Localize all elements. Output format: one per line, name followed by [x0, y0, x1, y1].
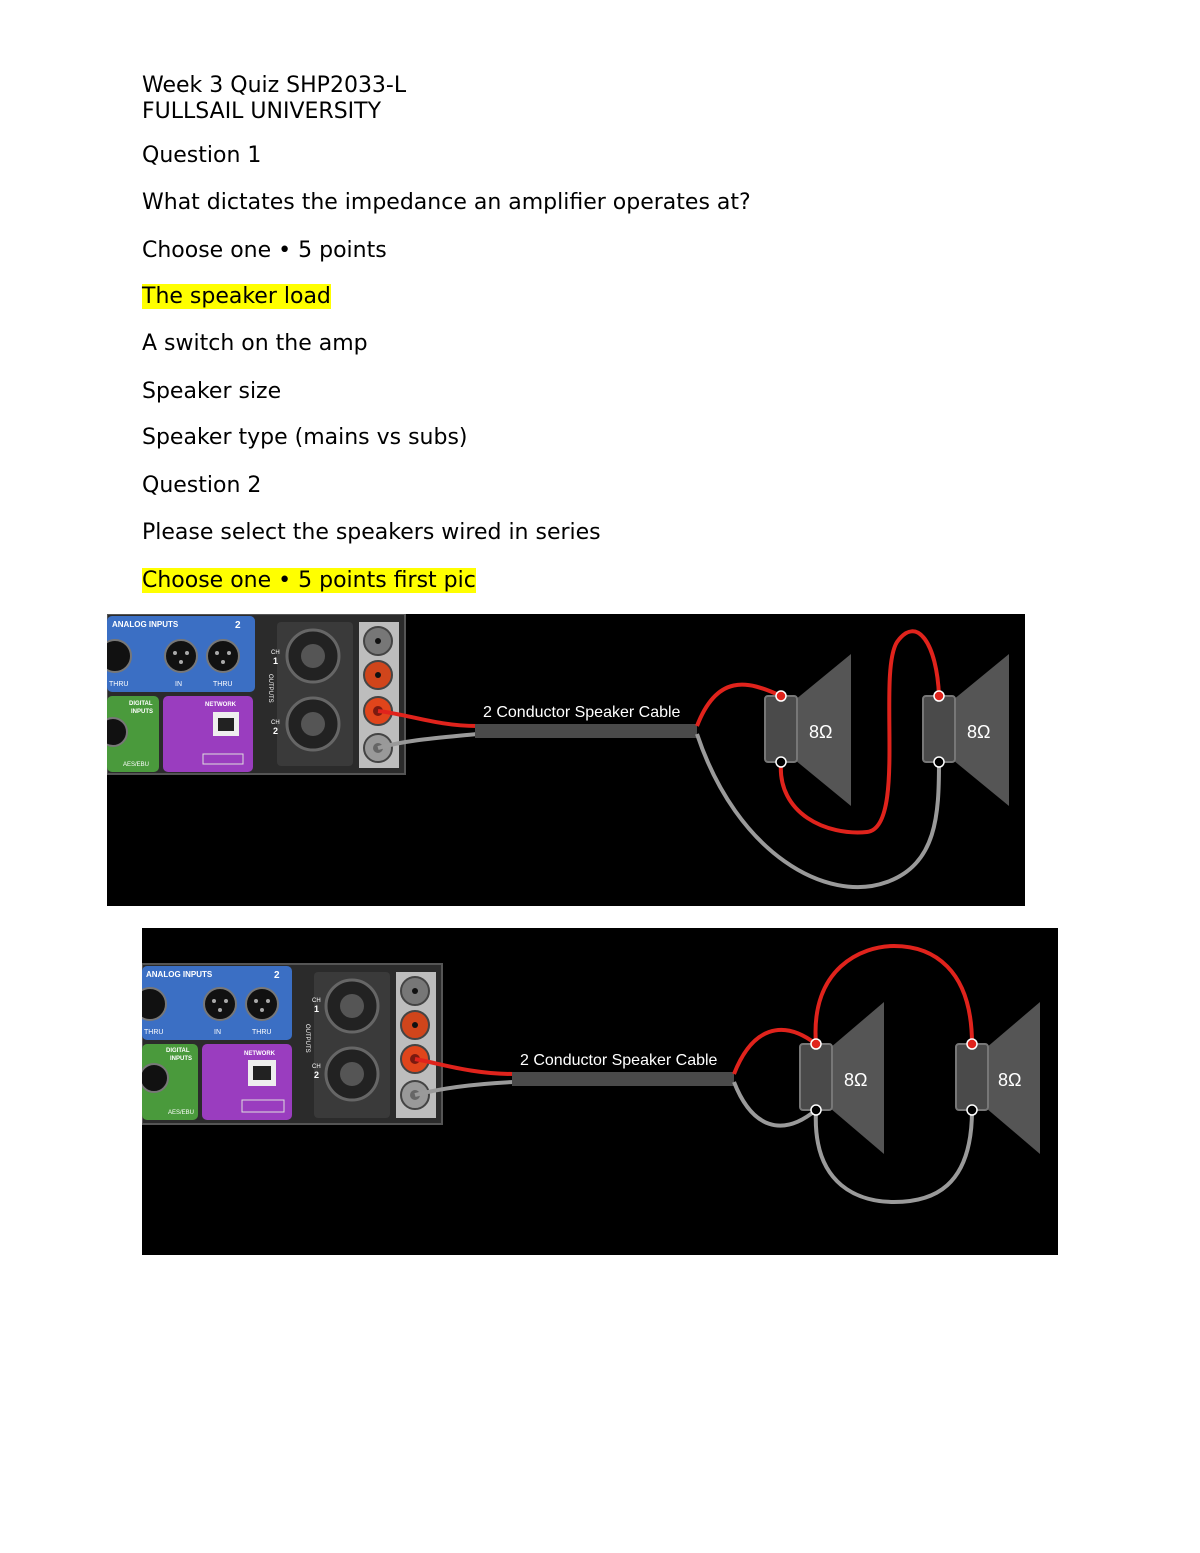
q1-option-1: The speaker load [142, 284, 331, 309]
xlr-connector-icon [204, 988, 236, 1020]
question-1-prompt: What dictates the impedance an amplifier operates at? [142, 190, 751, 215]
speaker-impedance: 8Ω [809, 722, 833, 742]
speaker-icon [800, 1002, 884, 1154]
thru-left-label: THRU [109, 681, 129, 688]
analog-inputs-label: ANALOG INPUTS [146, 970, 213, 979]
speaker-impedance: 8Ω [998, 1070, 1022, 1090]
network-label: NETWORK [244, 1051, 275, 1057]
channel-number-label: 2 [235, 620, 241, 631]
ch2-prefix-label: CH [271, 720, 280, 726]
thru-label: THRU [213, 681, 233, 688]
digital-label: DIGITAL [166, 1048, 190, 1054]
speaker-impedance: 8Ω [844, 1070, 868, 1090]
cable-label: 2 Conductor Speaker Cable [483, 704, 681, 721]
thru-left-label: THRU [144, 1029, 164, 1036]
ch1-label: 1 [314, 1004, 320, 1014]
q1-option-4: Speaker type (mains vs subs) [142, 425, 468, 450]
question-1-label: Question 1 [142, 143, 262, 168]
question-2-label: Question 2 [142, 473, 262, 498]
ch2-label: 2 [314, 1070, 320, 1080]
in-label: IN [175, 681, 182, 688]
xlr-connector-icon [246, 988, 278, 1020]
question-2-prompt: Please select the speakers wired in series [142, 520, 601, 545]
xlr-connector-icon [165, 640, 197, 672]
inputs-label: INPUTS [131, 709, 154, 715]
xlr-connector-icon [107, 718, 127, 746]
speaker-impedance: 8Ω [967, 722, 991, 742]
speaker-cable [512, 1072, 734, 1086]
speaker-icon [956, 1002, 1040, 1154]
speaker-cable [475, 724, 697, 738]
cable-label: 2 Conductor Speaker Cable [520, 1052, 718, 1069]
ch2-label: 2 [273, 726, 279, 736]
xlr-connector-icon [107, 640, 131, 672]
series-wiring-diagram[interactable] [107, 614, 1025, 906]
aes-ebu-label: AES/EBU [168, 1110, 195, 1116]
digital-label: DIGITAL [129, 701, 153, 707]
q1-option-3: Speaker size [142, 379, 282, 404]
outputs-label: OUTPUTS [304, 1024, 310, 1053]
question-2-instructions: Choose one • 5 points first pic [142, 568, 476, 593]
ch1-label: 1 [273, 656, 279, 666]
speaker-icon [765, 654, 851, 806]
inputs-label: INPUTS [170, 1056, 193, 1062]
ch1-prefix-label: CH [271, 650, 280, 656]
q1-option-selected [142, 283, 331, 311]
amplifier-panel [107, 614, 405, 774]
school-name: FULLSAIL UNIVERSITY [142, 99, 382, 124]
xlr-connector-icon [207, 640, 239, 672]
in-label: IN [214, 1029, 221, 1036]
xlr-connector-icon [142, 1064, 168, 1092]
channel-number-label: 2 [274, 970, 280, 981]
gray-wire [816, 1110, 972, 1202]
amplifier-panel [142, 964, 442, 1124]
q1-option-2: A switch on the amp [142, 331, 368, 356]
thru-label: THRU [252, 1029, 272, 1036]
analog-inputs-label: ANALOG INPUTS [112, 620, 179, 629]
ch1-prefix-label: CH [312, 998, 321, 1004]
red-wire [816, 946, 972, 1044]
outputs-label: OUTPUTS [267, 674, 273, 703]
question-1-instructions: Choose one • 5 points [142, 238, 387, 263]
doc-title: Week 3 Quiz SHP2033-L [142, 73, 407, 98]
parallel-wiring-diagram[interactable] [142, 928, 1058, 1255]
network-label: NETWORK [205, 702, 236, 708]
aes-ebu-label: AES/EBU [123, 762, 150, 768]
xlr-connector-icon [142, 988, 166, 1020]
ch2-prefix-label: CH [312, 1064, 321, 1070]
question-2-instructions-wrap [142, 567, 476, 595]
